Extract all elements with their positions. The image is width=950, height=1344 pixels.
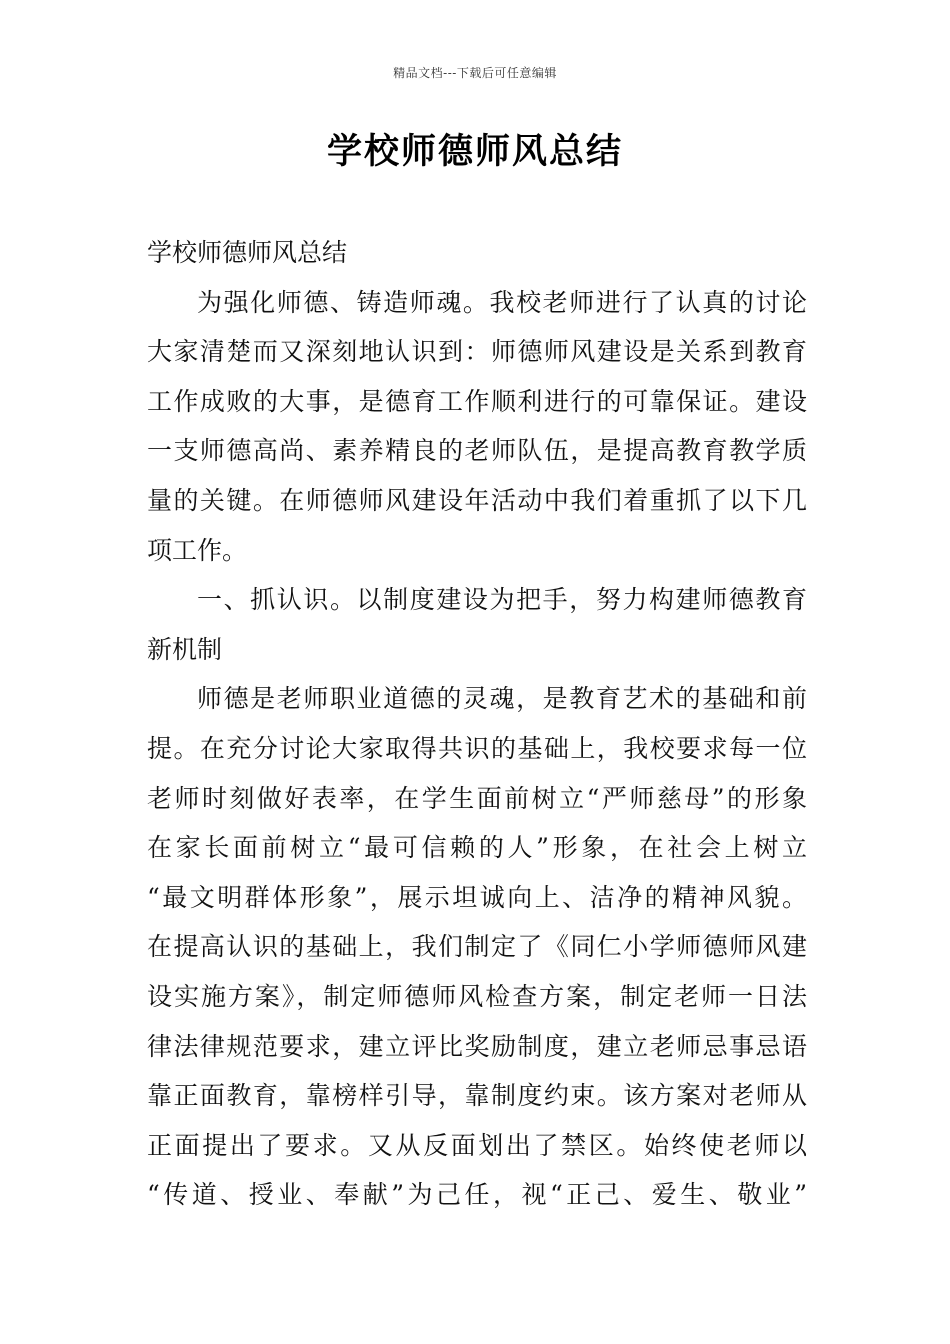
text-line: 新机制: [147, 634, 223, 664]
text-line: 学校师德师风总结: [147, 238, 348, 267]
text-line: 大家清楚而又深刻地认识到：师德师风建设是关系到教育: [147, 337, 807, 367]
text-line: 在家长面前树立“最可信赖的人”形象，在社会上树立: [147, 833, 807, 863]
text-line: “传道、授业、奉献”为己任，视“正己、爱生、敬业”: [147, 1180, 807, 1210]
text-line: 量的关键。在师德师风建设年活动中我们着重抓了以下几: [147, 485, 807, 515]
text-line: 正面提出了要求。又从反面划出了禁区。始终使老师以: [147, 1130, 807, 1160]
text-line: 项工作。: [147, 535, 248, 565]
text-line: 律法律规范要求，建立评比奖励制度，建立老师忌事忌语: [147, 1031, 807, 1061]
text-line: 一支师德高尚、素养精良的老师队伍，是提高教育教学质: [147, 436, 807, 466]
text-line: 在提高认识的基础上，我们制定了《同仁小学师德师风建: [147, 932, 807, 962]
text-line: 师德是老师职业道德的灵魂，是教育艺术的基础和前: [197, 684, 807, 714]
text-line: 设实施方案》，制定师德师风检查方案，制定老师一日法: [147, 981, 807, 1011]
text-line: 老师时刻做好表率，在学生面前树立“严师慈母”的形象: [147, 783, 807, 813]
text-line: “最文明群体形象”，展示坦诚向上、洁净的精神风貌。: [147, 882, 807, 912]
document-title: 学校师德师风总结: [326, 132, 623, 172]
text-line: 靠正面教育，靠榜样引导，靠制度约束。该方案对老师从: [147, 1081, 807, 1111]
text-line: 提。在充分讨论大家取得共识的基础上，我校要求每一位: [147, 733, 807, 763]
text-line: 工作成败的大事，是德育工作顺利进行的可靠保证。建设: [147, 386, 807, 416]
text-line: 一、抓认识。以制度建设为把手，努力构建师德教育: [197, 585, 807, 615]
text-line: 为强化师德、铸造师魂。我校老师进行了认真的讨论: [197, 287, 807, 317]
document-body: [147, 228, 807, 1220]
header-note: 精品文档---下载后可任意编辑: [393, 66, 557, 80]
